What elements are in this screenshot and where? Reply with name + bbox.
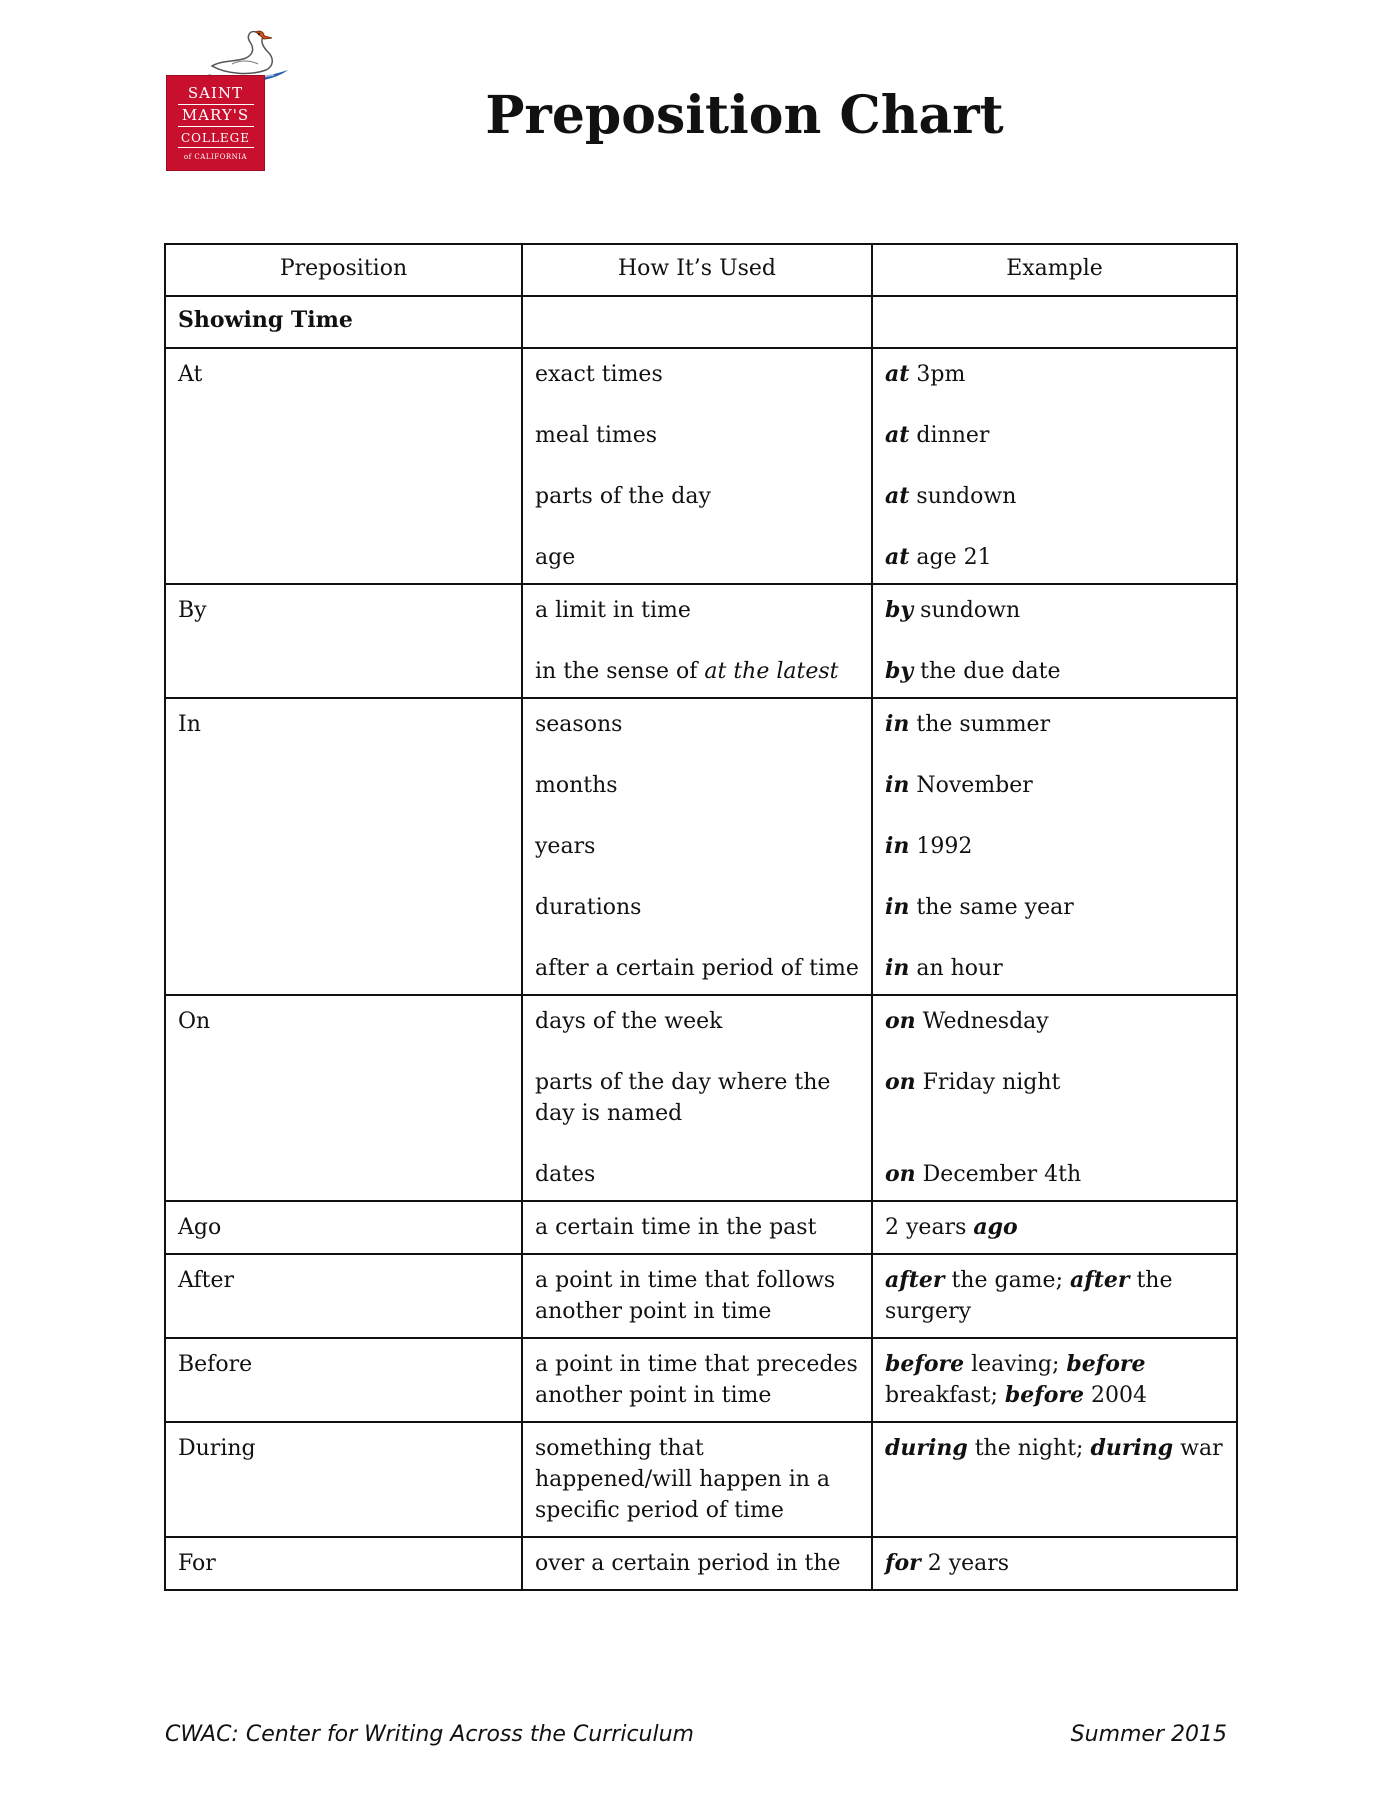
example-keyword: before — [1004, 1382, 1084, 1408]
example-rest: the night; — [967, 1436, 1091, 1461]
example-rest: age 21 — [909, 545, 992, 570]
example-text — [885, 1067, 1224, 1129]
usage-cell: over a certain period in the — [522, 1537, 872, 1590]
example-keyword: by — [885, 597, 914, 623]
usage-text: dates — [535, 1162, 596, 1187]
logo-text-line3: COLLEGE — [180, 130, 251, 145]
column-header-how-used: How It’s Used — [522, 244, 872, 296]
example-rest: breakfast; — [885, 1383, 1005, 1408]
example-keyword: for — [885, 1550, 921, 1576]
example-cell — [872, 1338, 1237, 1422]
usage-text-plain: in the sense of — [535, 659, 705, 684]
example-cell — [872, 698, 1237, 995]
example-text — [885, 709, 1224, 740]
example-cell — [872, 1254, 1237, 1338]
example-keyword: on — [885, 1069, 916, 1095]
preposition-cell: Ago — [165, 1201, 522, 1254]
example-text — [885, 1159, 1224, 1190]
table-row — [165, 1254, 1237, 1338]
example-rest: November — [909, 773, 1033, 798]
table-row — [165, 1422, 1237, 1537]
section-row — [165, 296, 1237, 348]
usage-text: exact times — [535, 362, 663, 387]
example-text — [885, 481, 1224, 512]
example-keyword: during — [1090, 1435, 1174, 1461]
example-keyword: after — [1069, 1267, 1130, 1293]
usage-text: durations — [535, 895, 642, 920]
example-text — [885, 770, 1224, 801]
example-rest: 2 years — [885, 1215, 974, 1240]
usage-text: days of the week — [535, 1009, 723, 1034]
table-row — [165, 348, 1237, 584]
example-rest: the summer — [909, 712, 1051, 737]
example-keyword: at — [885, 422, 910, 448]
example-rest: 1992 — [909, 834, 973, 859]
preposition-table — [164, 243, 1238, 1591]
example-text — [885, 420, 1224, 451]
logo-text-line1: SAINT — [187, 83, 244, 102]
example-keyword: at — [885, 544, 910, 570]
example-rest: the surgery — [885, 1268, 1173, 1324]
example-keyword: before — [885, 1351, 965, 1377]
usage-text: parts of the day — [535, 484, 711, 509]
example-text — [885, 831, 1224, 862]
example-rest: 2 years — [920, 1551, 1010, 1576]
preposition-cell: After — [165, 1254, 522, 1338]
example-keyword: at — [885, 361, 910, 387]
usage-text: age — [535, 545, 576, 570]
usage-cell — [522, 584, 872, 698]
column-header-example: Example — [872, 244, 1237, 296]
example-rest: sundown — [909, 484, 1017, 509]
example-rest: leaving; — [964, 1352, 1067, 1377]
example-rest: the same year — [909, 895, 1074, 920]
footer-right: Summer 2015 — [1070, 1722, 1227, 1747]
preposition-cell: On — [165, 995, 522, 1201]
usage-text: after a certain period of time — [535, 956, 859, 981]
example-keyword: before — [1066, 1351, 1146, 1377]
page-footer — [165, 1722, 1227, 1747]
example-text — [885, 1006, 1224, 1037]
example-text — [885, 359, 1224, 390]
preposition-cell: During — [165, 1422, 522, 1537]
example-text — [885, 595, 1224, 626]
example-keyword: in — [885, 955, 910, 981]
example-rest: dinner — [909, 423, 990, 448]
table-row — [165, 1201, 1237, 1254]
example-keyword: on — [885, 1161, 916, 1187]
logo-text-line4: of CALIFORNIA — [183, 152, 248, 161]
usage-cell: a point in time that precedes another point in time — [522, 1338, 872, 1422]
example-rest: the due date — [913, 659, 1061, 684]
preposition-cell: In — [165, 698, 522, 995]
empty-cell — [522, 296, 872, 348]
preposition-cell: By — [165, 584, 522, 698]
example-rest: Wednesday — [915, 1009, 1049, 1034]
example-cell — [872, 1201, 1237, 1254]
example-keyword: by — [885, 658, 914, 684]
usage-text: parts of the day where the day is named — [535, 1070, 831, 1126]
table-header-row — [165, 244, 1237, 296]
table-row — [165, 698, 1237, 995]
footer-left: CWAC: Center for Writing Across the Curriculum — [165, 1722, 694, 1747]
empty-cell — [872, 296, 1237, 348]
example-rest: 3pm — [909, 362, 966, 387]
example-keyword: ago — [973, 1214, 1018, 1240]
example-keyword: during — [885, 1435, 968, 1461]
page-title: Preposition Chart — [485, 85, 1004, 146]
example-rest: the game; — [944, 1268, 1070, 1293]
example-keyword: at — [885, 483, 910, 509]
logo-text-line2: MARY'S — [181, 105, 250, 124]
preposition-cell: Before — [165, 1338, 522, 1422]
example-cell — [872, 1537, 1237, 1590]
example-text — [885, 656, 1224, 687]
usage-text: a limit in time — [535, 598, 691, 623]
section-label: Showing Time — [165, 296, 522, 348]
example-rest: sundown — [913, 598, 1021, 623]
usage-text — [535, 656, 859, 687]
usage-cell — [522, 348, 872, 584]
table-row — [165, 1537, 1237, 1590]
example-cell — [872, 348, 1237, 584]
example-rest: an hour — [909, 956, 1003, 981]
preposition-cell: At — [165, 348, 522, 584]
usage-text: months — [535, 773, 618, 798]
example-keyword: in — [885, 894, 910, 920]
example-text — [885, 542, 1224, 573]
usage-cell: a certain time in the past — [522, 1201, 872, 1254]
example-keyword: in — [885, 833, 910, 859]
usage-cell: a point in time that follows another point in time — [522, 1254, 872, 1338]
example-cell — [872, 995, 1237, 1201]
example-text — [885, 892, 1224, 923]
example-rest: 2004 — [1083, 1383, 1147, 1408]
usage-cell: something that happened/will happen in a specific period of time — [522, 1422, 872, 1537]
example-keyword: in — [885, 711, 910, 737]
example-rest: war — [1173, 1436, 1223, 1461]
table-row — [165, 995, 1237, 1201]
example-keyword: on — [885, 1008, 916, 1034]
table-row — [165, 1338, 1237, 1422]
example-rest: Friday night — [915, 1070, 1061, 1095]
usage-cell — [522, 995, 872, 1201]
usage-text: meal times — [535, 423, 658, 448]
example-keyword: in — [885, 772, 910, 798]
example-cell — [872, 584, 1237, 698]
preposition-cell: For — [165, 1537, 522, 1590]
usage-text-emphasis: at the latest — [704, 659, 839, 684]
usage-cell — [522, 698, 872, 995]
example-text — [885, 953, 1224, 984]
example-cell — [872, 1422, 1237, 1537]
column-header-preposition: Preposition — [165, 244, 522, 296]
example-keyword: after — [885, 1267, 945, 1293]
example-rest: December 4th — [915, 1162, 1082, 1187]
usage-text: years — [535, 834, 596, 859]
table-row — [165, 584, 1237, 698]
usage-text: seasons — [535, 712, 623, 737]
